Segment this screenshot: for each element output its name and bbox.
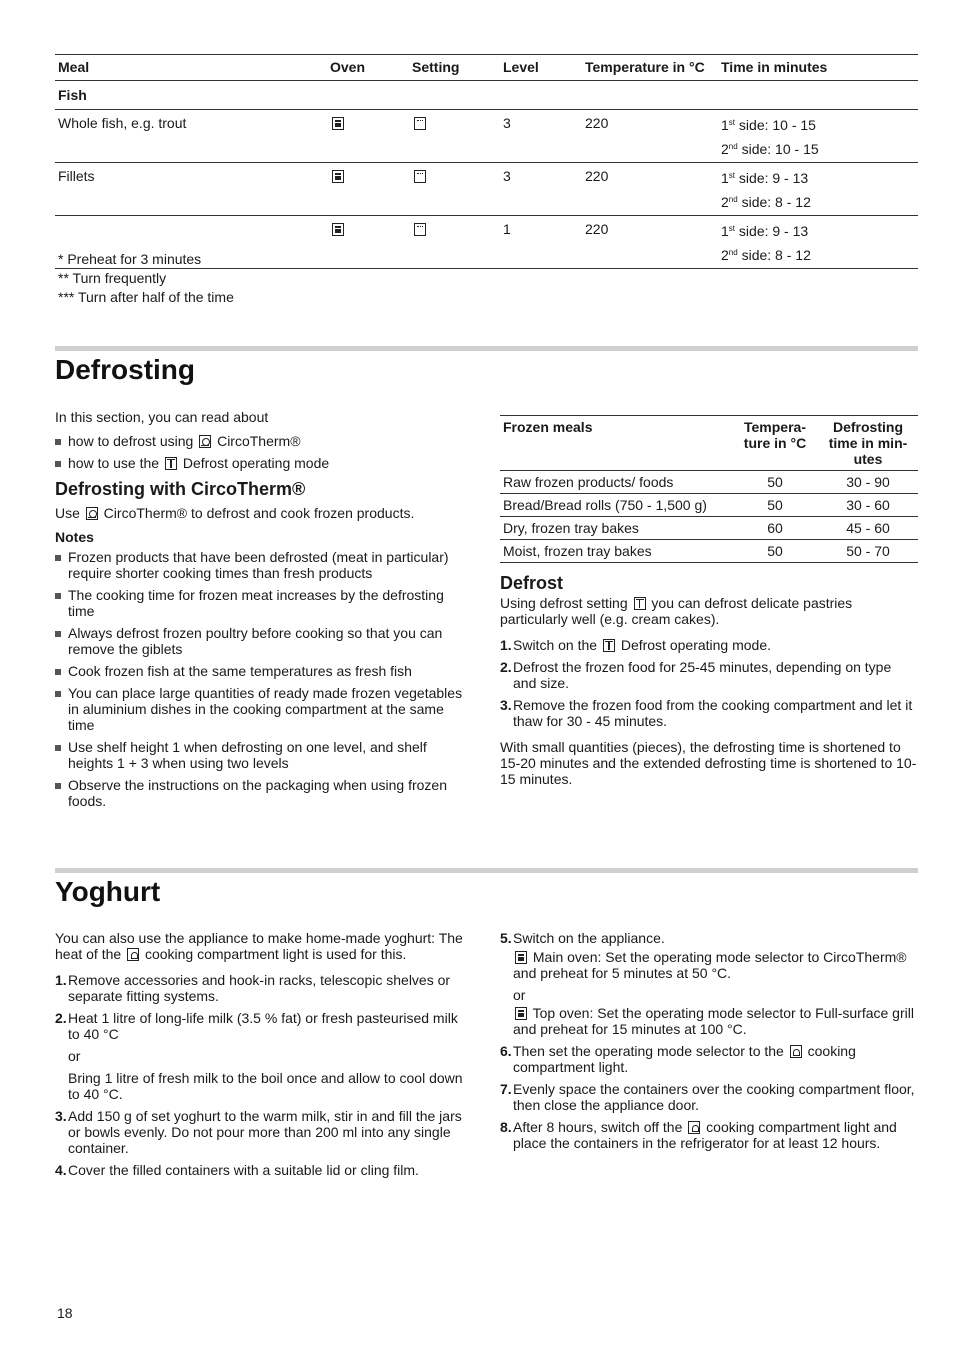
step-text: Main oven: Set the operating mode selector to CircoTherm® and preheat for 5 minutes at 50 °C. bbox=[513, 949, 907, 981]
main-oven-icon bbox=[515, 951, 527, 964]
time-value: side: 8 - 12 bbox=[737, 247, 811, 263]
step-text: cooking compartment light. bbox=[513, 1043, 856, 1075]
table-row bbox=[500, 540, 918, 563]
col-header-temperature: Temperature in °C bbox=[582, 55, 718, 81]
step-text: Top oven: Set the operating mode selector to Full-surface grill and preheat for 15 minutes at 100 °C. bbox=[513, 1005, 914, 1037]
oven-cell bbox=[327, 163, 409, 216]
text: CircoTherm® to defrost and cook frozen products. bbox=[99, 505, 415, 521]
step-text: Add 150 g of set yoghurt to the warm milk, stir in and fill the jars or bowls evenly. Do not pour more than 200 ml into any single container. bbox=[68, 1108, 462, 1156]
col-header-meal: Meal bbox=[55, 55, 327, 81]
full-surface-grill-icon bbox=[414, 223, 426, 236]
step-text: Switch on the bbox=[513, 637, 601, 653]
list-text: Defrost operating mode bbox=[178, 455, 330, 471]
meal-cell: Fillets bbox=[55, 163, 327, 216]
defrost-intro bbox=[500, 595, 918, 627]
table-row bbox=[55, 163, 918, 216]
list-text: CircoTherm® bbox=[213, 433, 301, 449]
temp-cell: 50 bbox=[732, 471, 818, 494]
step-main-oven bbox=[513, 949, 918, 981]
col-header-time: Time in minutes bbox=[718, 55, 918, 81]
note-item: Use shelf height 1 when defrosting on one level, and shelf heights 1 + 3 when using two levels bbox=[55, 739, 470, 771]
note-item: You can place large quantities of ready made frozen vegetables in aluminium dishes in the cooking compartment at the same time bbox=[55, 685, 470, 733]
step-item bbox=[55, 1162, 470, 1178]
note-item: Cook frozen fish at the same temperatures as fresh fish bbox=[55, 663, 470, 679]
list-text: how to defrost using bbox=[68, 433, 198, 449]
time-value: side: 9 - 13 bbox=[735, 170, 809, 186]
step-number: 6. bbox=[500, 1043, 512, 1059]
ordinal-suffix: st bbox=[728, 171, 736, 180]
step-item bbox=[500, 637, 918, 653]
table-row bbox=[500, 471, 918, 494]
frozen-meal-cell: Bread/Bread rolls (750 - 1,500 g) bbox=[500, 494, 732, 517]
list-text: how to use the bbox=[68, 455, 163, 471]
step-text: Remove accessories and hook-in racks, telescopic shelves or separate fitting systems. bbox=[68, 972, 451, 1004]
full-surface-grill-icon bbox=[414, 170, 426, 183]
table-header-row bbox=[500, 416, 918, 471]
time-side-number: 2 bbox=[721, 141, 729, 157]
temp-cell: 50 bbox=[732, 494, 818, 517]
circotherm-text bbox=[55, 505, 470, 521]
fish-cooking-table bbox=[55, 54, 918, 269]
step-text: Defrost operating mode. bbox=[616, 637, 772, 653]
step-number: 8. bbox=[500, 1119, 512, 1135]
defrost-heading: Defrost bbox=[500, 573, 564, 593]
time-cell bbox=[718, 110, 918, 163]
step-number: 3. bbox=[55, 1108, 67, 1124]
note-item: Frozen products that have been defrosted (meat in particular) require shorter cooking times than fresh products bbox=[55, 549, 470, 581]
frozen-meals-table bbox=[500, 415, 918, 563]
step-item bbox=[500, 1119, 918, 1151]
setting-cell bbox=[409, 216, 500, 269]
about-list bbox=[55, 433, 470, 471]
step-item bbox=[500, 697, 918, 729]
step-text: After 8 hours, switch off the bbox=[513, 1119, 687, 1135]
list-item bbox=[55, 433, 470, 449]
defrost-icon bbox=[165, 457, 177, 470]
step-top-oven bbox=[513, 1005, 918, 1037]
top-oven-icon bbox=[515, 1007, 527, 1020]
col-header-setting: Setting bbox=[409, 55, 500, 81]
yoghurt-left-column bbox=[55, 930, 470, 1184]
group-label: Fish bbox=[55, 81, 918, 110]
col-header-frozen-meals: Frozen meals bbox=[500, 416, 732, 471]
col-header-defrosting-time: Defrosting time in min-utes bbox=[818, 416, 918, 471]
time-cell: 50 - 70 bbox=[818, 540, 918, 563]
table-row bbox=[55, 110, 918, 163]
table-row bbox=[500, 517, 918, 540]
notes-list bbox=[55, 549, 470, 809]
circotherm-icon bbox=[199, 435, 211, 448]
note-item: Observe the instructions on the packaging when using frozen foods. bbox=[55, 777, 470, 809]
step-number: 4. bbox=[55, 1162, 67, 1178]
time-side-number: 1 bbox=[721, 117, 729, 133]
footnote: * Preheat for 3 minutes bbox=[58, 251, 202, 267]
level-cell: 3 bbox=[500, 110, 582, 163]
defrost-steps bbox=[500, 637, 918, 729]
notes-heading: Notes bbox=[55, 529, 94, 545]
time-side-number: 1 bbox=[721, 170, 729, 186]
step-text: Defrost the frozen food for 25-45 minutes, depending on type and size. bbox=[513, 659, 892, 691]
step-number: 3. bbox=[500, 697, 512, 713]
step-number: 5. bbox=[500, 930, 512, 946]
main-oven-icon bbox=[332, 117, 344, 130]
time-value: side: 10 - 15 bbox=[737, 141, 819, 157]
temp-cell: 50 bbox=[732, 540, 818, 563]
time-cell bbox=[718, 216, 918, 269]
ordinal-suffix: nd bbox=[728, 142, 738, 151]
step-item bbox=[500, 659, 918, 691]
full-surface-grill-icon bbox=[414, 117, 426, 130]
step-text: Cover the filled containers with a suitable lid or cling film. bbox=[68, 1162, 419, 1178]
time-cell: 30 - 90 bbox=[818, 471, 918, 494]
table-row bbox=[500, 494, 918, 517]
oven-cell bbox=[327, 110, 409, 163]
page-number: 18 bbox=[57, 1305, 73, 1321]
ordinal-suffix: nd bbox=[728, 195, 738, 204]
footnote: *** Turn after half of the time bbox=[58, 289, 234, 305]
step-number: 1. bbox=[55, 972, 67, 988]
step-number: 7. bbox=[500, 1081, 512, 1097]
time-side-number: 1 bbox=[721, 223, 729, 239]
section-divider bbox=[55, 868, 918, 873]
temp-cell: 220 bbox=[582, 216, 718, 269]
time-cell: 45 - 60 bbox=[818, 517, 918, 540]
ordinal-suffix: st bbox=[728, 118, 736, 127]
frozen-meal-cell: Dry, frozen tray bakes bbox=[500, 517, 732, 540]
yoghurt-right-column bbox=[500, 930, 918, 1157]
step-item bbox=[500, 930, 918, 1037]
step-text: Heat 1 litre of long-life milk (3.5 % fat) or fresh pasteurised milk to 40 °C bbox=[68, 1010, 458, 1042]
text: cooking compartment light is used for this. bbox=[141, 946, 407, 962]
step-text: Evenly space the containers over the cooking compartment floor, then close the appliance door. bbox=[513, 1081, 915, 1113]
col-header-oven: Oven bbox=[327, 55, 409, 81]
temp-cell: 220 bbox=[582, 110, 718, 163]
text: Using defrost setting bbox=[500, 595, 632, 611]
yoghurt-intro bbox=[55, 930, 470, 962]
step-or: or bbox=[68, 1048, 81, 1064]
circotherm-heading: Defrosting with CircoTherm® bbox=[55, 479, 306, 499]
defrost-icon bbox=[634, 597, 646, 610]
defrost-outro: With small quantities (pieces), the defrosting time is shortened to 15-20 minutes and the extended defrosting time is shortened to 10-15 minutes. bbox=[500, 739, 917, 787]
time-side-number: 2 bbox=[721, 247, 729, 263]
time-side-number: 2 bbox=[721, 194, 729, 210]
footnote: ** Turn frequently bbox=[58, 270, 167, 286]
list-item bbox=[55, 455, 470, 471]
defrosting-left-column bbox=[55, 409, 470, 815]
note-item: Always defrost frozen poultry before cooking so that you can remove the giblets bbox=[55, 625, 470, 657]
time-cell bbox=[718, 163, 918, 216]
time-value: side: 9 - 13 bbox=[735, 223, 809, 239]
step-text: Switch on the appliance. bbox=[513, 930, 665, 946]
setting-cell bbox=[409, 163, 500, 216]
step-text: cooking compartment light and place the containers in the refrigerator for at least 12 hours. bbox=[513, 1119, 897, 1151]
main-oven-icon bbox=[332, 170, 344, 183]
col-header-temperature: Tempera-ture in °C bbox=[732, 416, 818, 471]
frozen-meal-cell: Moist, frozen tray bakes bbox=[500, 540, 732, 563]
light-icon bbox=[688, 1121, 700, 1134]
time-cell: 30 - 60 bbox=[818, 494, 918, 517]
yoghurt-steps-right bbox=[500, 930, 918, 1151]
step-or: or bbox=[513, 987, 526, 1003]
light-icon bbox=[790, 1045, 802, 1058]
top-oven-icon bbox=[332, 223, 344, 236]
step-number: 2. bbox=[500, 659, 512, 675]
meal-cell: Whole fish, e.g. trout bbox=[55, 110, 327, 163]
note-item: The cooking time for frozen meat increases by the defrosting time bbox=[55, 587, 470, 619]
light-icon bbox=[127, 948, 139, 961]
text: Use bbox=[55, 505, 84, 521]
step-text: Remove the frozen food from the cooking compartment and let it thaw for 30 - 45 minutes. bbox=[513, 697, 913, 729]
intro-text: In this section, you can read about bbox=[55, 409, 269, 425]
footnotes bbox=[58, 250, 234, 307]
temp-cell: 220 bbox=[582, 163, 718, 216]
defrosting-title: Defrosting bbox=[55, 354, 195, 385]
temp-cell: 60 bbox=[732, 517, 818, 540]
setting-cell bbox=[409, 110, 500, 163]
defrosting-right-column bbox=[500, 415, 918, 795]
step-item bbox=[55, 972, 470, 1004]
frozen-meal-cell: Raw frozen products/ foods bbox=[500, 471, 732, 494]
level-cell: 1 bbox=[500, 216, 582, 269]
step-item bbox=[500, 1081, 918, 1113]
time-value: side: 8 - 12 bbox=[737, 194, 811, 210]
level-cell: 3 bbox=[500, 163, 582, 216]
col-header-level: Level bbox=[500, 55, 582, 81]
step-item bbox=[500, 1043, 918, 1075]
step-text: Then set the operating mode selector to the bbox=[513, 1043, 788, 1059]
ordinal-suffix: st bbox=[728, 224, 736, 233]
table-group-row bbox=[55, 81, 918, 110]
table-header-row bbox=[55, 55, 918, 81]
step-number: 2. bbox=[55, 1010, 67, 1026]
section-divider bbox=[55, 346, 918, 351]
time-value: side: 10 - 15 bbox=[735, 117, 816, 133]
step-item bbox=[55, 1108, 470, 1156]
step-number: 1. bbox=[500, 637, 512, 653]
yoghurt-title: Yoghurt bbox=[55, 876, 161, 907]
yoghurt-steps-left bbox=[55, 972, 470, 1178]
text: You can also use the appliance to make home-made yoghurt: The heat of the bbox=[55, 930, 463, 962]
oven-cell bbox=[327, 216, 409, 269]
text: you can defrost delicate pastries particularly well (e.g. cream cakes). bbox=[500, 595, 853, 627]
circotherm-icon bbox=[86, 507, 98, 520]
step-item bbox=[55, 1010, 470, 1102]
ordinal-suffix: nd bbox=[728, 248, 738, 257]
step-alternative: Bring 1 litre of fresh milk to the boil once and allow to cool down to 40 °C. bbox=[68, 1070, 463, 1102]
defrost-icon bbox=[603, 639, 615, 652]
